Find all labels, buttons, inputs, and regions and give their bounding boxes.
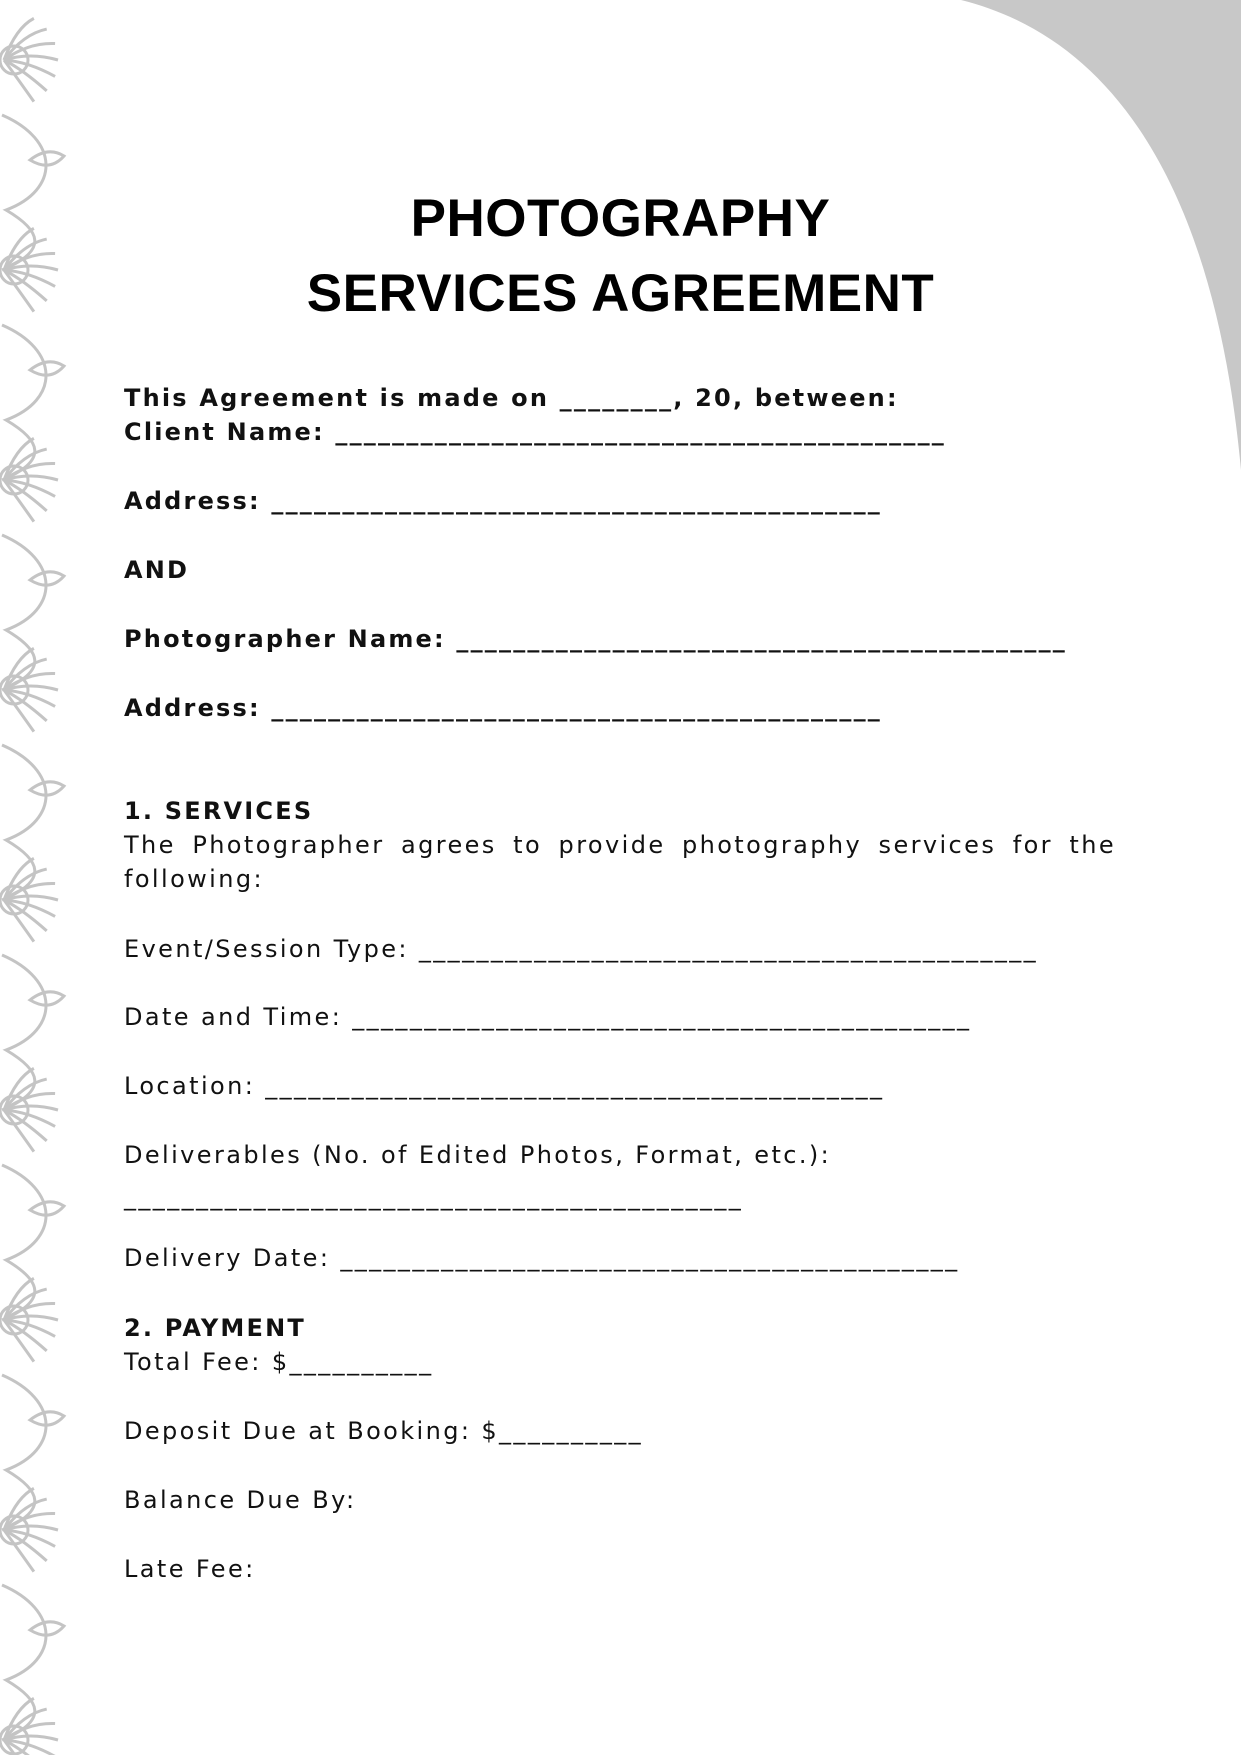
services-heading: 1. SERVICES xyxy=(124,797,314,825)
floral-motif xyxy=(0,1698,64,1755)
deliverables-label: Deliverables (No. of Edited Photos, Format, etc.): xyxy=(124,1141,832,1169)
deposit-field: Deposit Due at Booking: $__________ xyxy=(124,1417,644,1445)
and-separator: AND xyxy=(124,556,190,584)
payment-heading: 2. PAYMENT xyxy=(124,1314,306,1342)
delivery-date-field: Delivery Date: ___________________________________________ xyxy=(124,1244,960,1272)
floral-motif xyxy=(0,438,64,690)
floral-motif xyxy=(0,858,64,1110)
document-title-line1: PHOTOGRAPHY xyxy=(410,189,831,248)
total-fee-field: Total Fee: $__________ xyxy=(124,1348,434,1376)
agreement-intro: This Agreement is made on ________, 20, between: xyxy=(124,384,899,412)
deliverables-blank: ___________________________________________ xyxy=(124,1183,744,1211)
services-description: The Photographer agrees to provide photography services for the following: xyxy=(124,831,1116,893)
floral-motif xyxy=(0,1488,64,1740)
client-name-field: Client Name: ___________________________________________ xyxy=(124,418,946,446)
floral-motif xyxy=(0,1068,64,1320)
event-type-field: Event/Session Type: ___________________________________________ xyxy=(124,935,1039,963)
balance-due-field: Balance Due By: xyxy=(124,1486,357,1514)
floral-motif xyxy=(0,1278,64,1530)
photographer-address-field: Address: ___________________________________________ xyxy=(124,694,882,722)
floral-motif xyxy=(0,648,64,900)
photographer-name-field: Photographer Name: ___________________________________________ xyxy=(124,625,1067,653)
client-address-field: Address: ___________________________________________ xyxy=(124,487,882,515)
late-fee-field: Late Fee: xyxy=(124,1555,256,1583)
document-title-line2: SERVICES AGREEMENT xyxy=(306,264,935,323)
date-time-field: Date and Time: ___________________________________________ xyxy=(124,1003,972,1031)
location-field: Location: ___________________________________________ xyxy=(124,1072,885,1100)
